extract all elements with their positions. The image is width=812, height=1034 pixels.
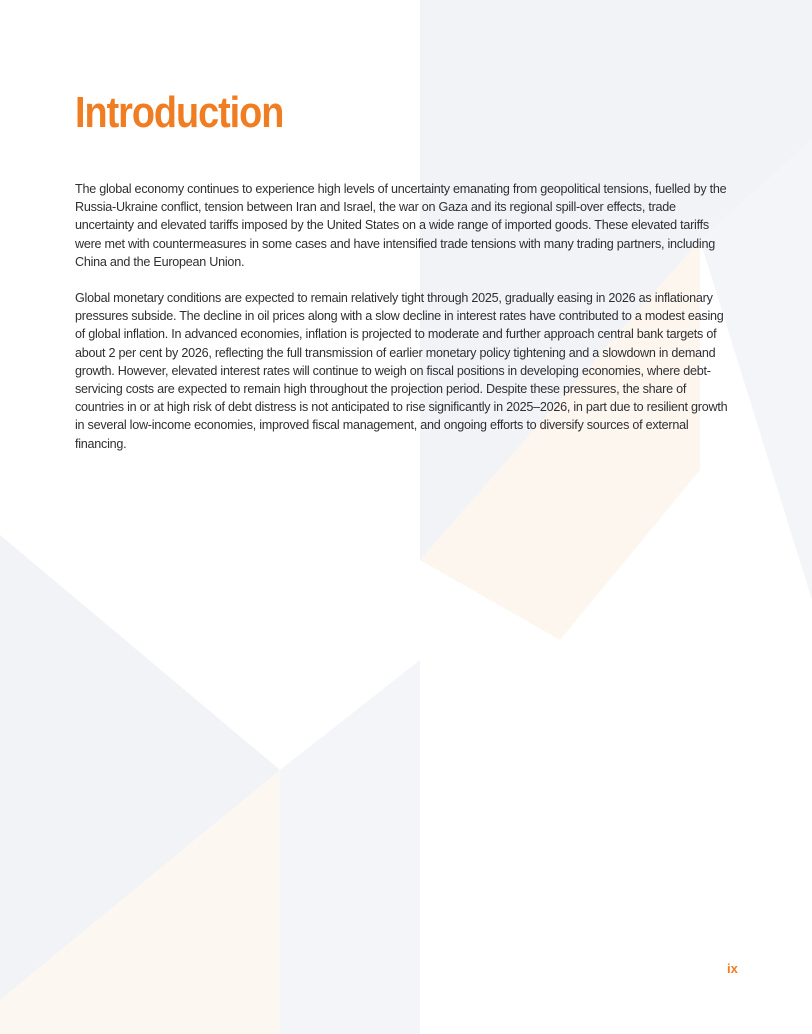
page-title: Introduction bbox=[75, 88, 284, 137]
page-number: ix bbox=[727, 961, 738, 976]
background-shape-bottom-grey bbox=[280, 660, 420, 1034]
paragraph: Global monetary conditions are expected to remain relatively tight through 2025, gradually easing in 2026 as inflationary pressures subside. The decline in oil prices along with a slow decline in interest rates have contributed to a modest easing of global inflation. In advanced economies, inflation is projected to moderate and further approach central bank targets of about 2 per cent by 2026, reflecting the full transmission of earlier monetary policy tightening and a slowdown in demand growth. However, elevated interest rates will continue to weigh on fiscal positions in developing economies, where debt-servicing costs are expected to remain high throughout the projection period. Despite these pressures, the share of countries in or at high risk of debt distress is not anticipated to rise significantly in 2025–2026, in part due to resilient growth in several low-income economies, improved fiscal management, and ongoing efforts to diversify sources of external financing. bbox=[75, 291, 728, 451]
body-text bbox=[75, 180, 735, 471]
paragraph: The global economy continues to experience high levels of uncertainty emanating from geopolitical tensions, fuelled by the Russia-Ukraine conflict, tension between Iran and Israel, the war on Gaza and its regional spill-over effects, trade uncertainty and elevated tariffs imposed by the United States on a wide range of imported goods. These elevated tariffs were met with countermeasures in some cases and have intensified trade tensions with many trading partners, including China and the European Union. bbox=[75, 182, 727, 269]
